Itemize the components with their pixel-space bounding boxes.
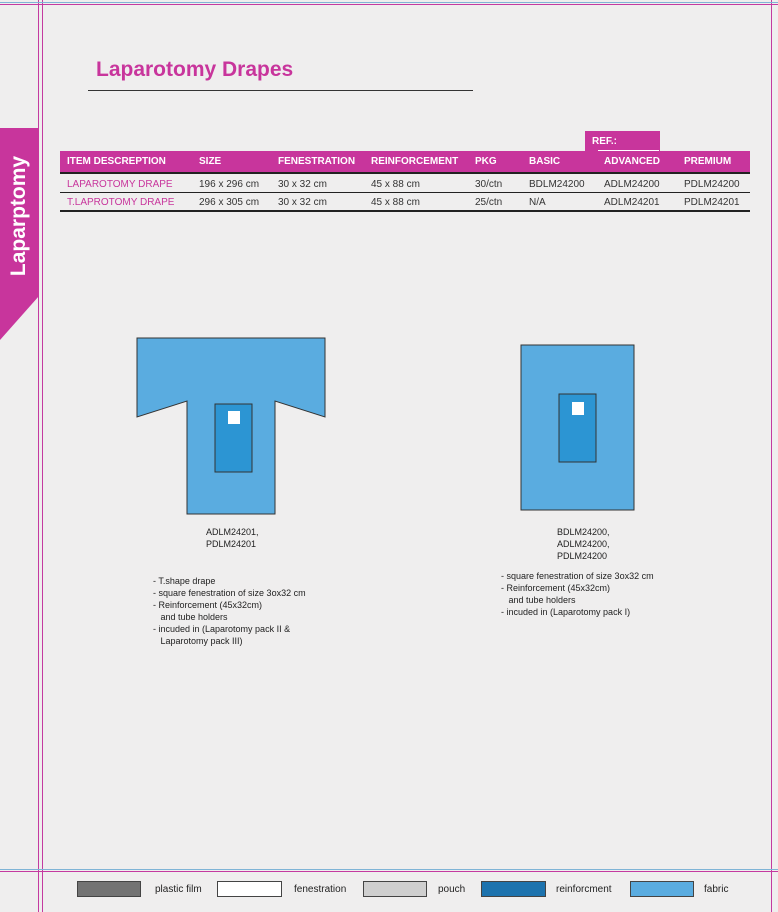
ref-label: REF.: <box>585 131 660 151</box>
table-row <box>60 192 750 210</box>
rect-drape-notes <box>501 570 654 618</box>
page-guide-top <box>0 2 778 3</box>
cell-pkg: 30/ctn <box>475 179 503 190</box>
rectangle-drape-drawing <box>520 344 636 512</box>
legend-swatch-fabric <box>630 881 694 897</box>
t-drape-codes <box>206 526 259 550</box>
table-header <box>60 151 750 172</box>
legend-swatch-plastic-film <box>77 881 141 897</box>
cell-premium: PDLM24200 <box>684 179 740 190</box>
side-tab-label: Laparptomy <box>7 155 30 277</box>
product-code: PDLM24201 <box>206 539 257 549</box>
note-line: and tube holders <box>501 595 576 605</box>
legend-swatch-reinforcement <box>481 881 546 897</box>
cell-reinforcement: 45 x 88 cm <box>371 179 420 190</box>
legend-label-fabric: fabric <box>704 884 729 895</box>
cell-basic: BDLM24200 <box>529 179 585 190</box>
cell-size: 296 x 305 cm <box>199 197 260 208</box>
header-item-description: ITEM DESCREPTION <box>67 156 166 167</box>
page-title: Laparotomy Drapes <box>96 58 294 81</box>
cell-size: 196 x 296 cm <box>199 179 260 190</box>
header-basic: BASIC <box>529 156 561 167</box>
cell-premium: PDLM24201 <box>684 197 740 208</box>
cell-advanced: ADLM24200 <box>604 179 660 190</box>
page-guide-bottom-2 <box>0 871 778 872</box>
header-advanced: ADVANCED <box>604 156 660 167</box>
cell-basic: N/A <box>529 197 546 208</box>
note-line: - T.shape drape <box>153 576 216 586</box>
legend-swatch-fenestration <box>217 881 282 897</box>
legend-label-plastic-film: plastic film <box>155 884 202 895</box>
product-code: PDLM24200 <box>557 551 608 561</box>
note-line: - square fenestration of size 3ox32 cm <box>153 588 306 598</box>
rect-drape-fenestration <box>572 402 584 415</box>
side-tab-point <box>0 296 39 340</box>
header-premium: PREMIUM <box>684 156 732 167</box>
table-row <box>60 174 750 192</box>
title-underline <box>88 90 473 91</box>
cell-fenestration: 30 x 32 cm <box>278 179 327 190</box>
t-drape-fenestration <box>228 411 240 424</box>
note-line: and tube holders <box>153 612 228 622</box>
cell-description: T.LAPROTOMY DRAPE <box>67 197 175 208</box>
product-code: BDLM24200, <box>557 527 610 537</box>
header-pkg: PKG <box>475 156 497 167</box>
note-line: Laparotomy pack III) <box>153 636 243 646</box>
t-shape-drape-drawing <box>136 337 328 517</box>
header-fenestration: FENESTRATION <box>278 156 356 167</box>
cell-reinforcement: 45 x 88 cm <box>371 197 420 208</box>
legend-label-pouch: pouch <box>438 884 466 895</box>
page-guide-bottom <box>0 869 778 870</box>
rect-drape-codes <box>557 526 610 562</box>
table-bottom-rule <box>60 210 750 212</box>
legend-swatch-pouch <box>363 881 427 897</box>
product-code: ADLM24200, <box>557 539 610 549</box>
legend-label-reinforcement: reinforcment <box>556 884 612 895</box>
t-drape-notes <box>153 575 306 647</box>
cell-advanced: ADLM24201 <box>604 197 660 208</box>
note-line: - incuded in (Laparotomy pack II & <box>153 624 291 634</box>
note-line: - Reinforcement (45x32cm) <box>501 583 611 593</box>
page-guide-right <box>771 0 772 912</box>
note-line: - incuded in (Laparotomy pack I) <box>501 607 631 617</box>
note-line: - Reinforcement (45x32cm) <box>153 600 263 610</box>
cell-pkg: 25/ctn <box>475 197 503 208</box>
cell-description: LAPAROTOMY DRAPE <box>67 179 173 190</box>
header-size: SIZE <box>199 156 222 167</box>
product-code: ADLM24201, <box>206 527 259 537</box>
cell-fenestration: 30 x 32 cm <box>278 197 327 208</box>
header-reinforcement: REINFORCEMENT <box>371 156 459 167</box>
legend-label-fenestration: fenestration <box>294 884 347 895</box>
page-guide-top-2 <box>0 4 778 5</box>
note-line: - square fenestration of size 3ox32 cm <box>501 571 654 581</box>
page-guide-left-2 <box>42 0 43 912</box>
